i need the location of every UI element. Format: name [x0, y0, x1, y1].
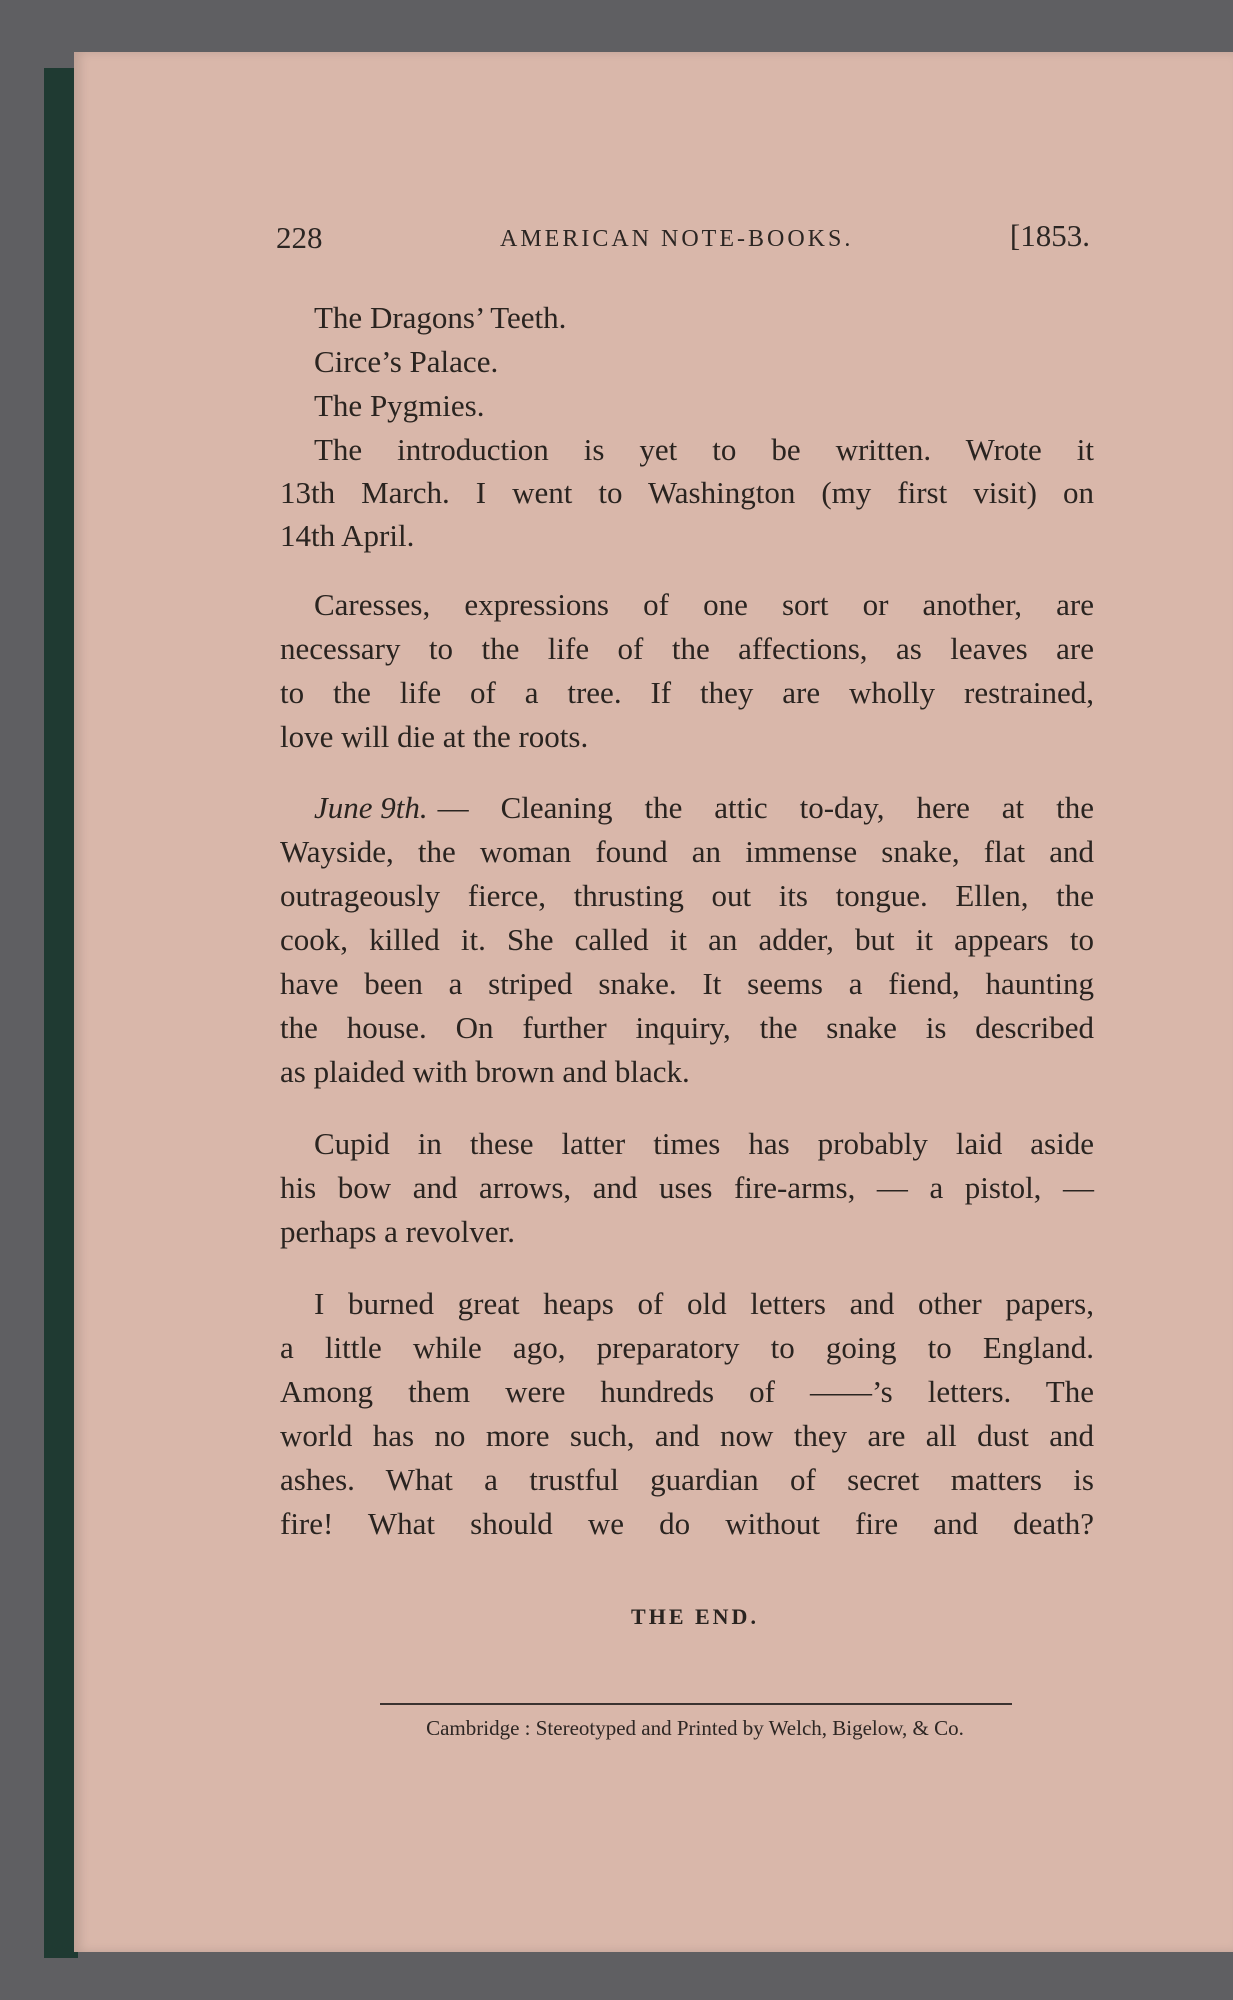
text-line: outrageously fierce, thrusting out its tongue. Ellen, the [280, 878, 1094, 913]
text-line: his bow and arrows, and uses fire-arms, — a pistol, — [280, 1170, 1094, 1205]
text-line: The Dragons’ Teeth. [314, 300, 567, 335]
book-binding [44, 68, 78, 1958]
text-line: world has no more such, and now they are all dust and [280, 1418, 1094, 1453]
text-line: Circe’s Palace. [314, 344, 499, 379]
text-line: necessary to the life of the affections, as leaves are [280, 631, 1094, 666]
dated-entry-line [314, 790, 1094, 826]
text-line: the house. On further inquiry, the snake is described [280, 1010, 1094, 1045]
text-line: love will die at the roots. [280, 719, 589, 754]
text-line: Caresses, expressions of one sort or another, are [314, 587, 1094, 622]
text-line: cook, killed it. She called it an adder, but it appears to [280, 922, 1094, 957]
text-line: Wayside, the woman found an immense snake, flat and [280, 834, 1094, 869]
entry-text: — Cleaning the attic to-day, here at the [437, 790, 1094, 825]
text-line: fire! What should we do without fire and death? [280, 1506, 1094, 1541]
colophon-rule [380, 1703, 1012, 1705]
the-end-heading: THE END. [631, 1604, 759, 1629]
text-line: Cupid in these latter times has probably laid aside [314, 1126, 1094, 1161]
text-line: I burned great heaps of old letters and other papers, [314, 1286, 1094, 1321]
text-line: perhaps a revolver. [280, 1214, 515, 1249]
text-line: 13th March. I went to Washington (my first visit) on [280, 475, 1094, 510]
printer-colophon: Cambridge : Stereotyped and Printed by Welch, Bigelow, & Co. [426, 1716, 964, 1740]
running-title: AMERICAN NOTE-BOOKS. [500, 226, 854, 252]
book-page [74, 52, 1233, 1952]
running-header [276, 218, 1090, 262]
page-number: 228 [276, 220, 323, 255]
text-line: The Pygmies. [314, 388, 485, 423]
header-year: [1853. [1009, 218, 1090, 253]
text-line: The introduction is yet to be written. Wrote it [314, 432, 1094, 467]
text-line: a little while ago, preparatory to going to England. [280, 1330, 1094, 1365]
entry-date: June 9th. [314, 790, 428, 825]
text-line: as plaided with brown and black. [280, 1054, 690, 1089]
text-line: ashes. What a trustful guardian of secret matters is [280, 1462, 1094, 1497]
text-line: have been a striped snake. It seems a fiend, haunting [280, 966, 1094, 1001]
text-line: 14th April. [280, 518, 415, 553]
text-line: Among them were hundreds of ——’s letters. The [280, 1374, 1094, 1409]
text-line: to the life of a tree. If they are wholly restrained, [280, 675, 1094, 710]
